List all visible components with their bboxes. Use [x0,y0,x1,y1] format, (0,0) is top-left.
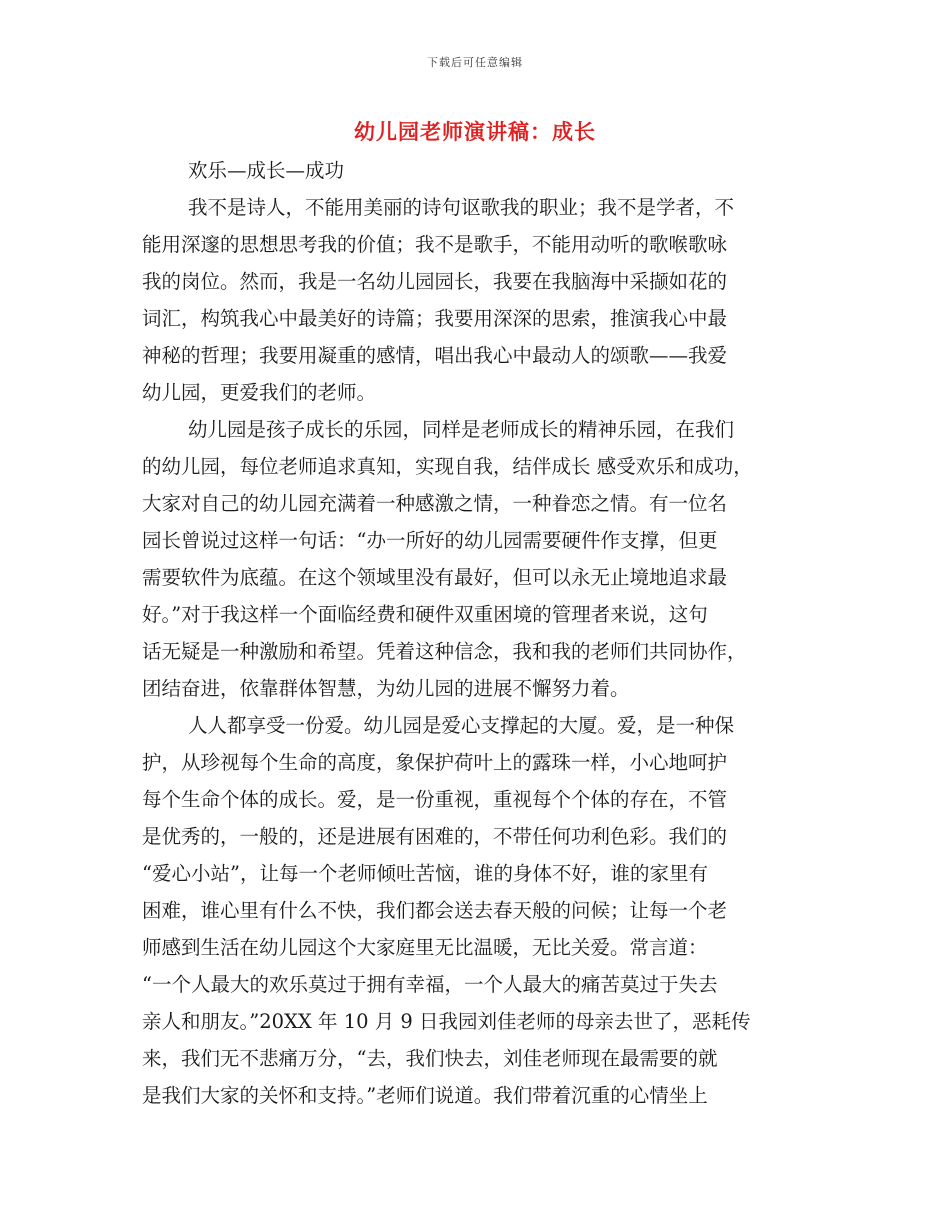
paragraph-line: 幼儿园，更爱我们的老师。 [142,381,377,404]
paragraph-line: “爱心小站”，让每一个老师倾吐苦恼，谁的身体不好，谁的家里有 [142,862,708,885]
paragraph-line: 需要软件为底蕴。在这个领域里没有最好，但可以永无止境地追求最 [142,566,728,589]
paragraph-line: 的幼儿园，每位老师追求真知，实现自我，结伴成长 感受欢乐和成功， [142,455,753,478]
paragraph-line: 词汇，构筑我心中最美好的诗篇；我要用深深的思索，推演我心中最 [142,307,728,330]
document-body [142,152,814,1114]
paragraph-line: 大家对自己的幼儿园充满着一种感激之情，一种眷恋之情。有一位名 [142,492,728,515]
paragraph-line: 我的岗位。然而，我是一名幼儿园园长，我要在我脑海中采撷如花的 [142,270,728,293]
paragraph-line: 团结奋进，依靠群体智慧，为幼儿园的进展不懈努力着。 [142,677,630,700]
paragraph-line: 每个生命个体的成长。爱，是一份重视，重视每个个体的存在，不管 [142,788,728,811]
page-header: 下载后可任意编辑 [427,56,523,69]
paragraph-line: 能用深邃的思想思考我的价值；我不是歌手，不能用动听的歌喉歌咏 [142,233,728,256]
paragraph-line: 幼儿园是孩子成长的乐园，同样是老师成长的精神乐园，在我们 [188,418,735,441]
paragraph-line: 师感到生活在幼儿园这个大家庭里无比温暖，无比关爱。常言道： [142,936,708,959]
paragraph-line: 话无疑是一种激励和希望。凭着这种信念，我和我的老师们共同协作， [142,640,747,663]
paragraph-line: 是优秀的，一般的，还是进展有困难的，不带任何功利色彩。我们的 [142,825,728,848]
paragraph-line: 人人都享受一份爱。幼儿园是爱心支撑起的大厦。爱，是一种保 [188,714,735,737]
document-title: 幼儿园老师演讲稿：成长 [354,119,596,144]
paragraph-line: 我不是诗人，不能用美丽的诗句讴歌我的职业；我不是学者，不 [188,196,735,219]
paragraph-line: 来，我们无不悲痛万分，“去，我们快去，刘佳老师现在最需要的就 [142,1047,718,1070]
paragraph-line: 护，从珍视每个生命的高度，象保护荷叶上的露珠一样，小心地呵护 [142,751,728,774]
paragraph-line: 是我们大家的关怀和支持。”老师们说道。我们带着沉重的心情坐上 [142,1084,708,1107]
paragraph-line: 园长曾说过这样一句话：“办一所好的幼儿园需要硬件作支撑，但更 [142,529,718,552]
subtitle-line: 欢乐—成长—成功 [188,159,345,182]
paragraph-line: “一个人最大的欢乐莫过于拥有幸福，一个人最大的痛苦莫过于失去 [142,973,718,996]
paragraph-line: 困难，谁心里有什么不快，我们都会送去春天般的问候；让每一个老 [142,899,728,922]
paragraph-line: 好。”对于我这样一个面临经费和硬件双重困境的管理者来说，这句 [142,603,708,626]
paragraph-line: 神秘的哲理；我要用凝重的感情，唱出我心中最动人的颂歌——我爱 [142,344,728,367]
paragraph-line: 亲人和朋友。”20XX 年 10 月 9 日我园刘佳老师的母亲去世了，恶耗传 [142,1010,751,1033]
